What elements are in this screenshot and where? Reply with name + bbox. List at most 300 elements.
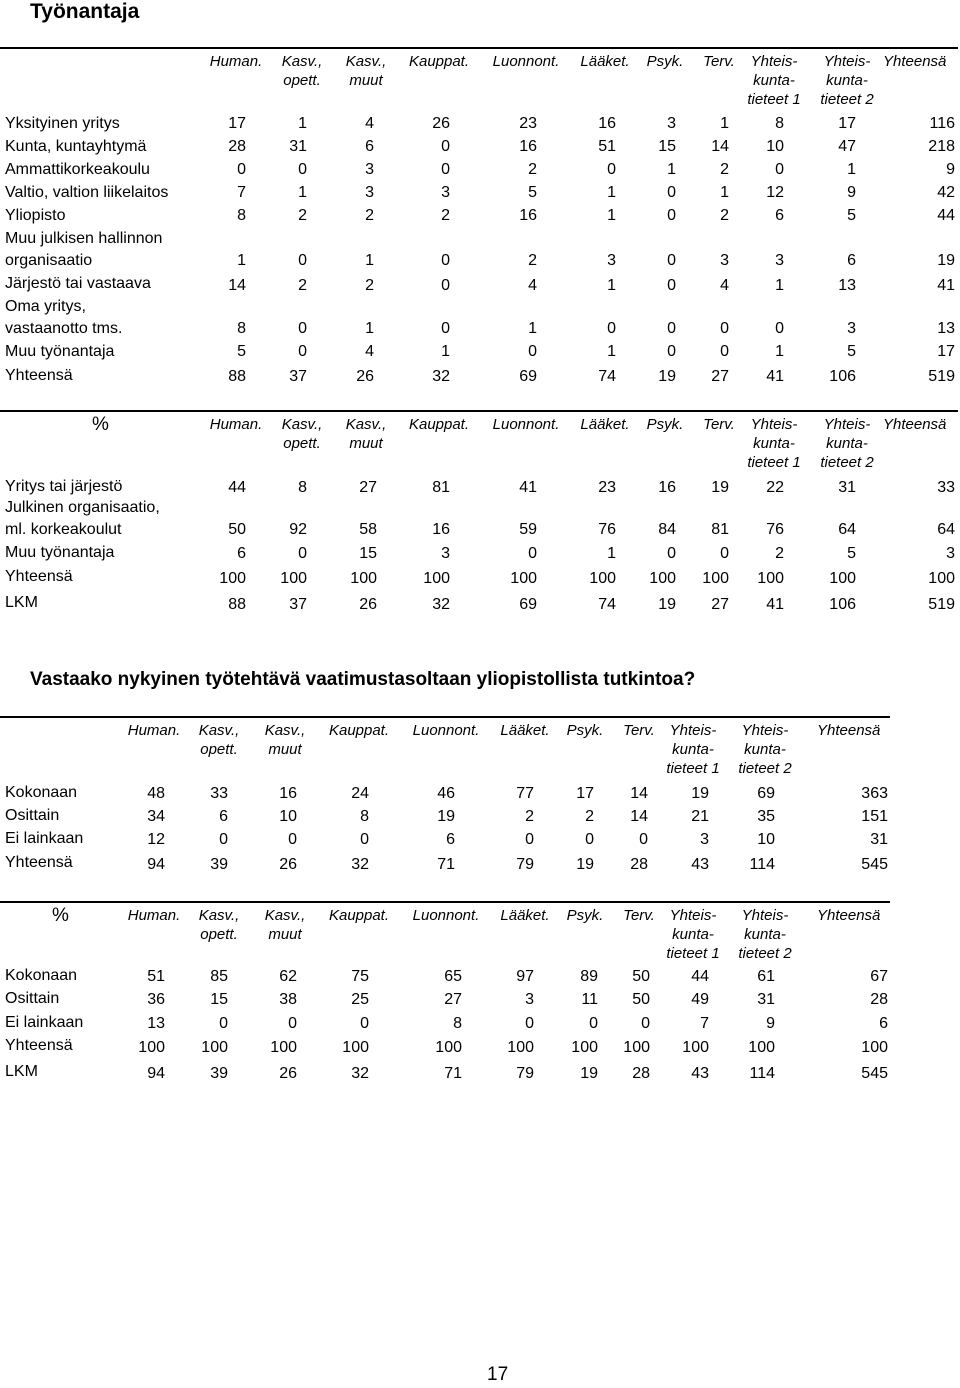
table-cell: 3 — [775, 252, 784, 269]
table-cell: 32 — [351, 856, 369, 873]
table-cell: 77 — [516, 785, 534, 802]
table-cell: 3 — [667, 115, 676, 132]
table-cell: 44 — [691, 968, 709, 985]
table-cell: 3 — [607, 252, 616, 269]
table-cell: 2 — [298, 277, 307, 294]
column-header-line: Luonnont. — [492, 53, 560, 70]
table-cell: 41 — [766, 596, 784, 613]
table-cell: 26 — [356, 368, 374, 385]
table-cell: 25 — [351, 991, 369, 1008]
table-cell: 545 — [861, 856, 888, 873]
column-header — [409, 52, 469, 71]
column-header — [623, 906, 655, 925]
table-cell: 32 — [351, 1065, 369, 1082]
table-cell: 4 — [365, 343, 374, 360]
table-cell: 8 — [237, 320, 246, 337]
table-cell: 28 — [630, 856, 648, 873]
table-cell: 3 — [847, 320, 856, 337]
table-cell: 100 — [571, 1039, 598, 1056]
table-cell: 519 — [928, 596, 955, 613]
table-cell: 100 — [589, 570, 616, 587]
column-header-line: Terv. — [703, 416, 735, 433]
column-header — [346, 52, 387, 90]
column-header — [346, 415, 387, 453]
column-header — [500, 721, 549, 740]
table-cell: 6 — [775, 207, 784, 224]
column-header-line: Kauppat. — [408, 53, 470, 70]
column-header — [703, 415, 735, 434]
table-cell: 2 — [585, 808, 594, 825]
table-cell: 38 — [279, 991, 297, 1008]
table-cell: 1 — [528, 320, 537, 337]
table-cell: 2 — [298, 207, 307, 224]
table-cell: 100 — [138, 1039, 165, 1056]
table-cell: 61 — [757, 968, 775, 985]
table-cell: 19 — [580, 1065, 598, 1082]
table-top-rule — [0, 901, 890, 903]
table-cell: 69 — [519, 368, 537, 385]
column-header — [567, 721, 604, 740]
table-cell: 19 — [576, 856, 594, 873]
table-cell: 3 — [441, 545, 450, 562]
table-cell: 0 — [298, 320, 307, 337]
table-cell: 9 — [847, 184, 856, 201]
table-cell: 0 — [298, 252, 307, 269]
table-cell: 1 — [667, 161, 676, 178]
table-cell: 100 — [702, 570, 729, 587]
column-header-line: tieteet 1 — [747, 91, 801, 108]
table-cell: 6 — [847, 252, 856, 269]
table-cell: 16 — [519, 207, 537, 224]
table-cell: 12 — [147, 831, 165, 848]
table-cell: 3 — [525, 991, 534, 1008]
table-cell: 0 — [288, 831, 297, 848]
table-cell: 0 — [298, 343, 307, 360]
column-header-line: muut — [268, 741, 302, 758]
row-label: Yliopisto — [5, 207, 66, 224]
column-header-line: Kasv., — [198, 907, 240, 924]
table-cell: 31 — [757, 991, 775, 1008]
column-header — [738, 906, 791, 963]
table-cell: 59 — [519, 521, 537, 538]
column-header — [580, 52, 629, 71]
row-label: Oma yritys, — [5, 298, 86, 315]
table-cell: 79 — [516, 856, 534, 873]
column-header-line: Terv. — [623, 907, 655, 924]
table-cell: 0 — [667, 320, 676, 337]
table-cell: 11 — [581, 991, 598, 1008]
column-header-line: Yhteis- — [741, 907, 789, 924]
column-header-line: kunta- — [744, 741, 786, 758]
table-cell: 0 — [667, 184, 676, 201]
table-cell: 0 — [298, 161, 307, 178]
table-cell: 1 — [365, 320, 374, 337]
table-cell: 17 — [576, 785, 594, 802]
table-cell: 0 — [360, 831, 369, 848]
table-cell: 21 — [691, 808, 709, 825]
column-header-line: Human. — [209, 416, 263, 433]
table-cell: 17 — [228, 115, 246, 132]
column-header-line: kunta- — [744, 926, 786, 943]
column-header-line: Lääket. — [580, 416, 630, 433]
table-cell: 6 — [446, 831, 455, 848]
table-cell: 0 — [667, 207, 676, 224]
column-header — [493, 52, 560, 71]
table-cell: 16 — [658, 479, 676, 496]
table-cell: 81 — [711, 521, 729, 538]
table-cell: 43 — [691, 856, 709, 873]
column-header-line: Yhteensä — [817, 722, 881, 739]
table-cell: 0 — [720, 320, 729, 337]
table-top-rule — [0, 47, 958, 49]
table-cell: 0 — [441, 252, 450, 269]
table-cell: 0 — [441, 320, 450, 337]
table-cell: 100 — [861, 1039, 888, 1056]
table-cell: 41 — [937, 277, 955, 294]
table-cell: 1 — [607, 277, 616, 294]
row-label: Kokonaan — [5, 784, 78, 801]
column-header — [747, 52, 800, 109]
table-cell: 1 — [607, 343, 616, 360]
table-cell: 363 — [861, 785, 888, 802]
table-cell: 76 — [598, 521, 616, 538]
column-header — [647, 415, 684, 434]
table-cell: 1 — [720, 184, 729, 201]
table-cell: 50 — [632, 968, 650, 985]
column-header-line: opett. — [283, 435, 321, 452]
table-cell: 41 — [766, 368, 784, 385]
table-cell: 3 — [700, 831, 709, 848]
table-cell: 7 — [700, 1015, 709, 1032]
section-question: Vastaako nykyinen työtehtävä vaatimustasoltaan yliopistollista tutkintoa? — [30, 669, 696, 690]
table-cell: 35 — [757, 808, 775, 825]
table-cell: 0 — [775, 161, 784, 178]
table-cell: 100 — [350, 570, 377, 587]
table-cell: 100 — [270, 1039, 297, 1056]
row-label: Muu työnantaja — [5, 343, 115, 360]
table-cell: 1 — [775, 277, 784, 294]
table-cell: 8 — [237, 207, 246, 224]
table-cell: 97 — [516, 968, 534, 985]
row-label: Kunta, kuntayhtymä — [5, 138, 147, 155]
table-cell: 75 — [351, 968, 369, 985]
table-cell: 3 — [441, 184, 450, 201]
table-cell: 0 — [528, 343, 537, 360]
table-cell: 2 — [525, 808, 534, 825]
column-header-line: Yhteis- — [750, 53, 798, 70]
table-cell: 1 — [607, 184, 616, 201]
table-cell: 23 — [598, 479, 616, 496]
column-header — [199, 721, 240, 759]
column-header — [493, 415, 560, 434]
page-number: 17 — [487, 1364, 509, 1385]
table-cell: 26 — [432, 115, 450, 132]
column-header-line: Lääket. — [500, 907, 550, 924]
column-header-line: Yhteis- — [669, 907, 717, 924]
table-cell: 519 — [928, 368, 955, 385]
column-header-line: Yhteis- — [741, 722, 789, 739]
column-header — [210, 415, 263, 434]
table-cell: 88 — [228, 368, 246, 385]
table-cell: 0 — [298, 545, 307, 562]
row-label: Muu työnantaja — [5, 544, 115, 561]
table-cell: 6 — [365, 138, 374, 155]
table-cell: 6 — [219, 808, 228, 825]
table-cell: 51 — [147, 968, 165, 985]
table-cell: 14 — [630, 808, 648, 825]
table-cell: 50 — [228, 521, 246, 538]
column-header-line: kunta- — [826, 72, 868, 89]
table-cell: 2 — [720, 207, 729, 224]
column-header-line: Lääket. — [500, 722, 550, 739]
table-cell: 89 — [580, 968, 598, 985]
table-cell: 67 — [870, 968, 888, 985]
table-cell: 44 — [228, 479, 246, 496]
table-cell: 100 — [757, 570, 784, 587]
table-cell: 100 — [649, 570, 676, 587]
column-header-line: opett. — [200, 926, 238, 943]
column-header-line: kunta- — [672, 926, 714, 943]
table-cell: 13 — [838, 277, 856, 294]
table-cell: 16 — [598, 115, 616, 132]
table-cell: 0 — [441, 277, 450, 294]
table-cell: 0 — [667, 545, 676, 562]
row-label: Osittain — [5, 990, 60, 1007]
table-cell: 41 — [519, 479, 537, 496]
table-cell: 92 — [289, 521, 307, 538]
column-header-line: opett. — [200, 741, 238, 758]
column-header-line: Human. — [127, 722, 181, 739]
table-cell: 39 — [210, 856, 228, 873]
table-cell: 51 — [598, 138, 616, 155]
table-cell: 100 — [510, 570, 537, 587]
table-cell: 106 — [829, 368, 856, 385]
table-cell: 151 — [861, 808, 888, 825]
column-header-line: Kasv., — [264, 907, 306, 924]
table-cell: 34 — [147, 808, 165, 825]
table-top-rule — [0, 716, 890, 718]
table-cell: 0 — [641, 1015, 650, 1032]
table-cell: 116 — [929, 115, 955, 132]
column-header-line: tieteet 2 — [738, 945, 792, 962]
table-cell: 39 — [210, 1065, 228, 1082]
table-cell: 9 — [946, 161, 955, 178]
table-cell: 31 — [870, 831, 888, 848]
column-header-line: kunta- — [753, 435, 795, 452]
column-header-line: Yhteensä — [883, 53, 947, 70]
table-cell: 48 — [147, 785, 165, 802]
row-label: Yritys tai järjestö — [5, 478, 123, 495]
column-header-line: tieteet 2 — [820, 454, 874, 471]
table-cell: 0 — [607, 320, 616, 337]
table-cell: 71 — [444, 1065, 462, 1082]
table-cell: 7 — [237, 184, 246, 201]
table-cell: 85 — [210, 968, 228, 985]
table-cell: 8 — [298, 479, 307, 496]
table-cell: 28 — [870, 991, 888, 1008]
table-cell: 14 — [228, 277, 246, 294]
column-header-line: muut — [268, 926, 302, 943]
table-cell: 545 — [861, 1065, 888, 1082]
table-cell: 15 — [658, 138, 676, 155]
column-header-line: Kasv., — [345, 53, 387, 70]
table-cell: 1 — [365, 252, 374, 269]
table-cell: 64 — [838, 521, 856, 538]
table-cell: 17 — [937, 343, 955, 360]
table-cell: 114 — [749, 856, 775, 873]
table-cell: 15 — [359, 545, 377, 562]
column-header — [820, 52, 873, 109]
table-cell: 36 — [147, 991, 165, 1008]
table-cell: 19 — [658, 596, 676, 613]
table-cell: 10 — [279, 808, 297, 825]
table-cell: 100 — [423, 570, 450, 587]
row-label: Julkinen organisaatio, — [5, 499, 160, 516]
table-cell: 1 — [775, 343, 784, 360]
row-label: LKM — [5, 594, 38, 611]
table-cell: 2 — [365, 207, 374, 224]
row-label: Järjestö tai vastaava — [5, 275, 151, 292]
table-cell: 8 — [775, 115, 784, 132]
column-header-line: Kasv., — [345, 416, 387, 433]
table-cell: 100 — [507, 1039, 534, 1056]
column-header-line: Kasv., — [264, 722, 306, 739]
table-cell: 2 — [528, 161, 537, 178]
table-cell: 100 — [219, 570, 246, 587]
table-cell: 1 — [607, 207, 616, 224]
column-header — [500, 906, 549, 925]
table-cell: 0 — [441, 138, 450, 155]
table-cell: 26 — [279, 856, 297, 873]
table-cell: 32 — [432, 368, 450, 385]
table-cell: 31 — [289, 138, 307, 155]
table-cell: 0 — [775, 320, 784, 337]
table-cell: 100 — [748, 1039, 775, 1056]
table-cell: 4 — [365, 115, 374, 132]
column-header — [282, 52, 323, 90]
table-cell: 1 — [298, 184, 307, 201]
table-cell: 27 — [711, 596, 729, 613]
table-cell: 0 — [720, 343, 729, 360]
table-cell: 100 — [201, 1039, 228, 1056]
table-cell: 0 — [528, 545, 537, 562]
table-cell: 100 — [623, 1039, 650, 1056]
column-header — [623, 721, 655, 740]
table-cell: 8 — [453, 1015, 462, 1032]
column-header-line: muut — [349, 72, 383, 89]
table-cell: 65 — [444, 968, 462, 985]
table-cell: 1 — [607, 545, 616, 562]
table-cell: 1 — [847, 161, 856, 178]
column-header — [703, 52, 735, 71]
table-cell: 42 — [937, 184, 955, 201]
row-label: Yhteensä — [5, 854, 73, 871]
column-header-line: Yhteis- — [669, 722, 717, 739]
table-cell: 27 — [711, 368, 729, 385]
row-label: Ei lainkaan — [5, 830, 84, 847]
table-cell: 0 — [441, 161, 450, 178]
table-cell: 27 — [359, 479, 377, 496]
column-header-line: tieteet 1 — [747, 454, 801, 471]
table-cell: 43 — [691, 1065, 709, 1082]
table-top-rule — [0, 410, 958, 412]
column-header-line: Psyk. — [646, 53, 684, 70]
table-cell: 94 — [147, 856, 165, 873]
column-header-line: Kauppat. — [328, 722, 390, 739]
column-header-line: Human. — [127, 907, 181, 924]
table-cell: 0 — [720, 545, 729, 562]
table-cell: 0 — [237, 161, 246, 178]
table-cell: 24 — [351, 785, 369, 802]
column-header — [413, 906, 480, 925]
table-cell: 0 — [525, 831, 534, 848]
row-label: organisaatio — [5, 252, 93, 269]
row-label: Yhteensä — [5, 568, 73, 585]
table-cell: 47 — [838, 138, 856, 155]
table-cell: 0 — [607, 161, 616, 178]
table-cell: 0 — [525, 1015, 534, 1032]
column-header — [329, 721, 389, 740]
table-cell: 27 — [444, 991, 462, 1008]
row-label: vastaanotto tms. — [5, 320, 123, 337]
table-cell: 49 — [691, 991, 709, 1008]
column-header — [567, 906, 604, 925]
table-cell: 2 — [775, 545, 784, 562]
column-header — [666, 906, 719, 963]
table-cell: 100 — [342, 1039, 369, 1056]
table-cell: 50 — [632, 991, 650, 1008]
table-cell: 0 — [639, 831, 648, 848]
table-cell: 6 — [237, 545, 246, 562]
row-label: ml. korkeakoulut — [5, 521, 122, 538]
table-cell: 5 — [847, 545, 856, 562]
table-cell: 218 — [928, 138, 955, 155]
column-header-line: Luonnont. — [412, 907, 480, 924]
column-header — [883, 52, 946, 71]
row-label: Valtio, valtion liikelaitos — [5, 184, 169, 201]
table-cell: 0 — [667, 252, 676, 269]
row-label: Ammattikorkeakoulu — [5, 161, 150, 178]
table-cell: 1 — [720, 115, 729, 132]
column-header-line: Psyk. — [566, 722, 604, 739]
column-header-line: Kasv., — [281, 416, 323, 433]
table-cell: 16 — [279, 785, 297, 802]
column-header-line: Kasv., — [198, 722, 240, 739]
table-cell: 28 — [632, 1065, 650, 1082]
table-cell: 2 — [528, 252, 537, 269]
table-cell: 17 — [838, 115, 856, 132]
table-cell: 3 — [946, 545, 955, 562]
table-cell: 3 — [365, 161, 374, 178]
column-header-line: tieteet 1 — [666, 945, 720, 962]
table-cell: 26 — [279, 1065, 297, 1082]
table-cell: 79 — [516, 1065, 534, 1082]
table-cell: 94 — [147, 1065, 165, 1082]
row-label: Ei lainkaan — [5, 1014, 84, 1031]
column-header-line: Kauppat. — [328, 907, 390, 924]
column-header-line: Yhteis- — [823, 416, 871, 433]
table-cell: 84 — [658, 521, 676, 538]
column-header — [817, 721, 880, 740]
column-header — [647, 52, 684, 71]
table-cell: 106 — [829, 596, 856, 613]
table-cell: 13 — [147, 1015, 165, 1032]
column-header — [817, 906, 880, 925]
table-cell: 5 — [847, 343, 856, 360]
table-cell: 13 — [937, 320, 955, 337]
column-header-line: opett. — [283, 72, 321, 89]
table-cell: 10 — [766, 138, 784, 155]
